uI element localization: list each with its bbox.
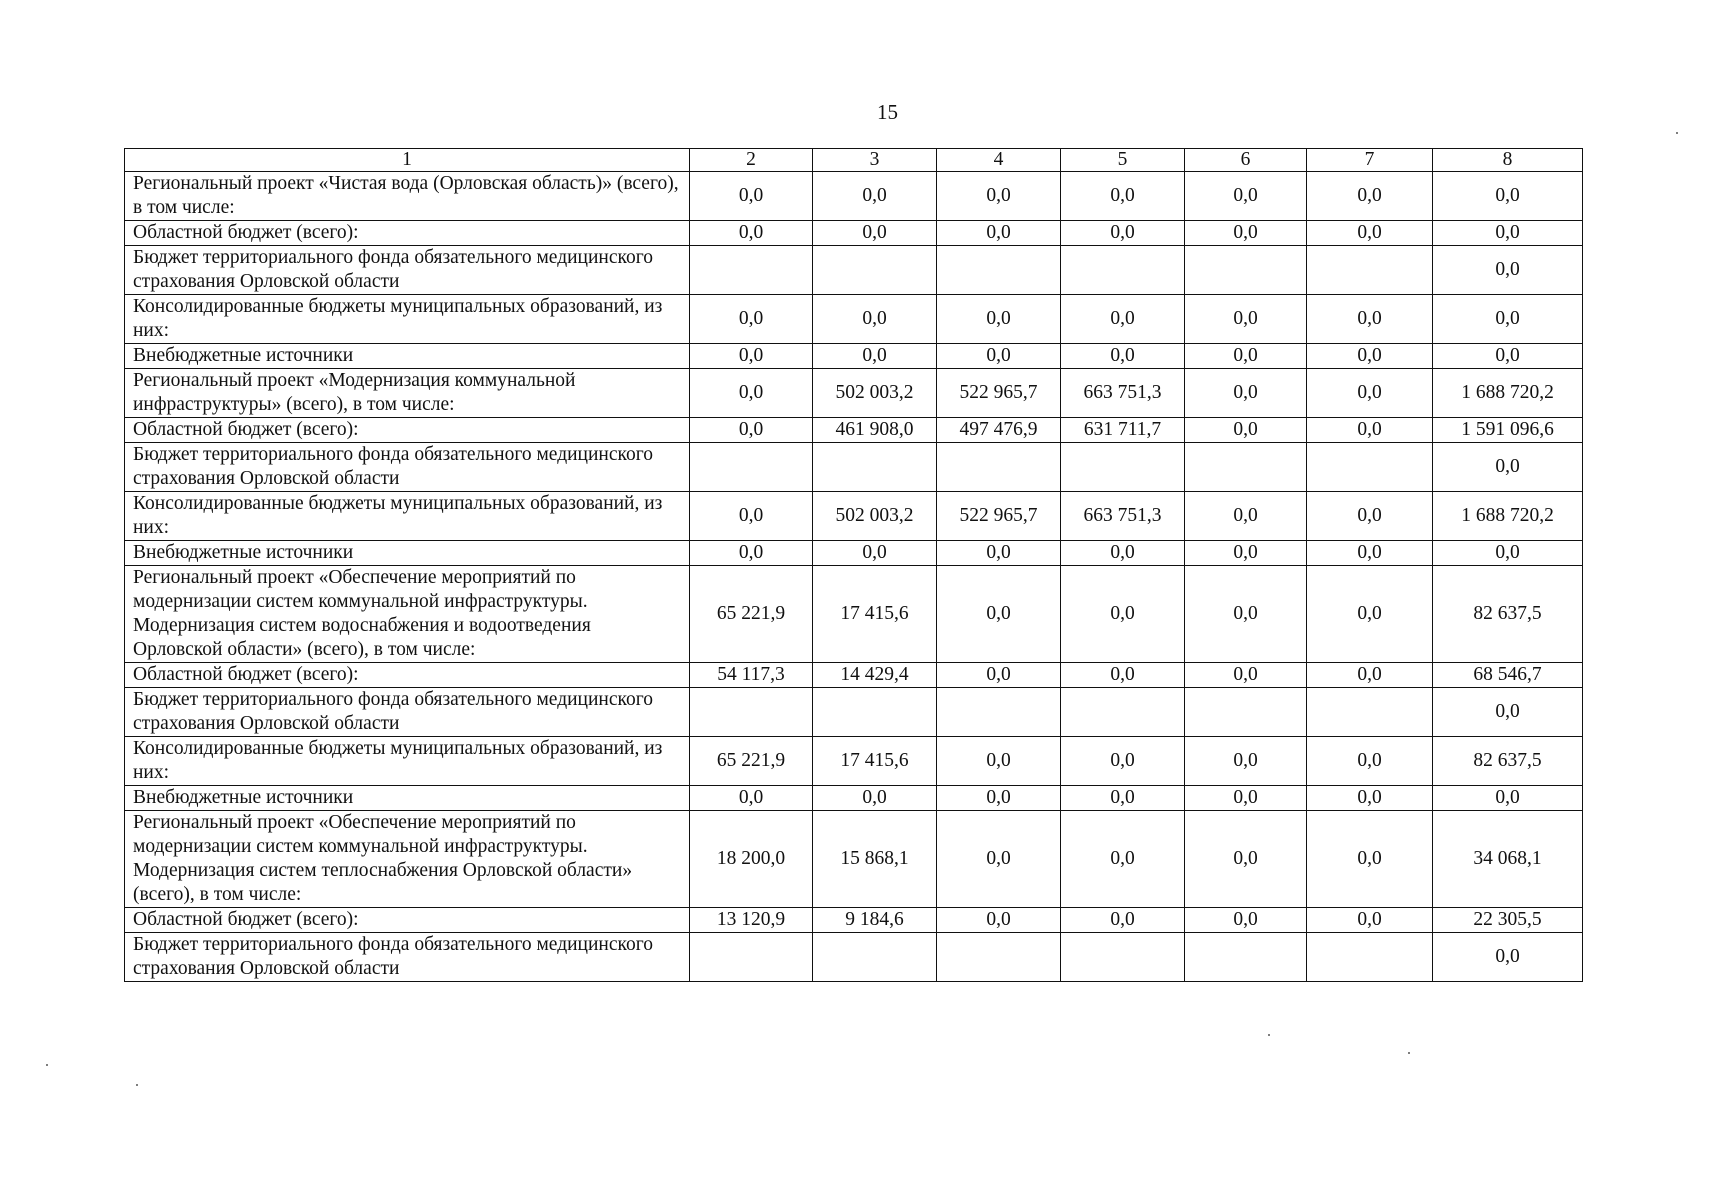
value-cell-col-2: 0,0 (690, 295, 813, 344)
table-row (125, 908, 1583, 933)
value-cell-col-8: 1 688 720,2 (1433, 369, 1583, 418)
row-label: Внебюджетные источники (125, 344, 690, 369)
value-cell-col-5 (1061, 246, 1185, 295)
value-cell-col-7: 0,0 (1307, 172, 1433, 221)
value-cell-col-2: 18 200,0 (690, 811, 813, 908)
value-cell-col-4 (937, 933, 1061, 982)
row-label: Консолидированные бюджеты муниципальных образований, из них: (125, 737, 690, 786)
value-cell-col-7 (1307, 246, 1433, 295)
value-cell-col-3: 502 003,2 (813, 369, 937, 418)
value-cell-col-8: 0,0 (1433, 246, 1583, 295)
table-body (125, 149, 1583, 982)
value-cell-col-6: 0,0 (1185, 811, 1307, 908)
value-cell-col-2 (690, 246, 813, 295)
table-row (125, 688, 1583, 737)
scan-speck (1676, 132, 1678, 134)
value-cell-col-3: 0,0 (813, 295, 937, 344)
column-header: 7 (1307, 149, 1433, 172)
table-row (125, 418, 1583, 443)
value-cell-col-2 (690, 688, 813, 737)
table-row (125, 663, 1583, 688)
value-cell-col-8: 1 591 096,6 (1433, 418, 1583, 443)
value-cell-col-7: 0,0 (1307, 295, 1433, 344)
value-cell-col-8: 1 688 720,2 (1433, 492, 1583, 541)
value-cell-col-8: 0,0 (1433, 295, 1583, 344)
scan-speck (46, 1064, 48, 1066)
value-cell-col-7: 0,0 (1307, 786, 1433, 811)
value-cell-col-4: 497 476,9 (937, 418, 1061, 443)
value-cell-col-4: 0,0 (937, 344, 1061, 369)
value-cell-col-5 (1061, 933, 1185, 982)
value-cell-col-7: 0,0 (1307, 492, 1433, 541)
row-label: Региональный проект «Модернизация коммунальной инфраструктуры» (всего), в том числе: (125, 369, 690, 418)
value-cell-col-8: 22 305,5 (1433, 908, 1583, 933)
row-label: Бюджет территориального фонда обязательного медицинского страхования Орловской области (125, 443, 690, 492)
value-cell-col-4: 0,0 (937, 737, 1061, 786)
value-cell-col-6: 0,0 (1185, 295, 1307, 344)
value-cell-col-7 (1307, 933, 1433, 982)
row-label: Внебюджетные источники (125, 541, 690, 566)
value-cell-col-2 (690, 443, 813, 492)
value-cell-col-8: 0,0 (1433, 688, 1583, 737)
value-cell-col-2: 0,0 (690, 369, 813, 418)
scan-speck (1268, 1034, 1270, 1036)
row-label: Бюджет территориального фонда обязательного медицинского страхования Орловской области (125, 246, 690, 295)
value-cell-col-5: 0,0 (1061, 663, 1185, 688)
value-cell-col-4: 0,0 (937, 172, 1061, 221)
column-header: 8 (1433, 149, 1583, 172)
value-cell-col-4: 0,0 (937, 663, 1061, 688)
value-cell-col-5: 0,0 (1061, 811, 1185, 908)
column-header: 2 (690, 149, 813, 172)
value-cell-col-5: 0,0 (1061, 172, 1185, 221)
value-cell-col-6 (1185, 933, 1307, 982)
value-cell-col-5: 0,0 (1061, 737, 1185, 786)
value-cell-col-5: 0,0 (1061, 344, 1185, 369)
value-cell-col-8: 82 637,5 (1433, 737, 1583, 786)
table-row (125, 541, 1583, 566)
value-cell-col-8: 82 637,5 (1433, 566, 1583, 663)
value-cell-col-6: 0,0 (1185, 369, 1307, 418)
value-cell-col-6 (1185, 688, 1307, 737)
column-header: 3 (813, 149, 937, 172)
table-row (125, 369, 1583, 418)
column-header: 4 (937, 149, 1061, 172)
value-cell-col-6: 0,0 (1185, 221, 1307, 246)
value-cell-col-6 (1185, 246, 1307, 295)
table-row (125, 566, 1583, 663)
value-cell-col-4: 0,0 (937, 566, 1061, 663)
value-cell-col-7 (1307, 443, 1433, 492)
value-cell-col-3: 502 003,2 (813, 492, 937, 541)
value-cell-col-7: 0,0 (1307, 541, 1433, 566)
value-cell-col-8: 34 068,1 (1433, 811, 1583, 908)
table-row (125, 295, 1583, 344)
table-row (125, 443, 1583, 492)
value-cell-col-2: 0,0 (690, 786, 813, 811)
value-cell-col-7: 0,0 (1307, 566, 1433, 663)
value-cell-col-3: 15 868,1 (813, 811, 937, 908)
value-cell-col-6: 0,0 (1185, 663, 1307, 688)
budget-table (124, 148, 1583, 982)
value-cell-col-4: 0,0 (937, 811, 1061, 908)
value-cell-col-3: 0,0 (813, 221, 937, 246)
value-cell-col-7: 0,0 (1307, 737, 1433, 786)
page-number: 15 (877, 100, 898, 124)
value-cell-col-7: 0,0 (1307, 344, 1433, 369)
value-cell-col-4: 0,0 (937, 786, 1061, 811)
table-row (125, 786, 1583, 811)
value-cell-col-2: 0,0 (690, 492, 813, 541)
value-cell-col-4: 0,0 (937, 908, 1061, 933)
value-cell-col-3: 461 908,0 (813, 418, 937, 443)
row-label: Бюджет территориального фонда обязательного медицинского страхования Орловской области (125, 933, 690, 982)
value-cell-col-8: 0,0 (1433, 786, 1583, 811)
table-row (125, 811, 1583, 908)
value-cell-col-2: 65 221,9 (690, 737, 813, 786)
value-cell-col-6: 0,0 (1185, 492, 1307, 541)
value-cell-col-7: 0,0 (1307, 908, 1433, 933)
value-cell-col-5 (1061, 443, 1185, 492)
value-cell-col-5: 631 711,7 (1061, 418, 1185, 443)
value-cell-col-3: 17 415,6 (813, 737, 937, 786)
value-cell-col-6: 0,0 (1185, 566, 1307, 663)
value-cell-col-8: 0,0 (1433, 541, 1583, 566)
table-row (125, 492, 1583, 541)
value-cell-col-4 (937, 246, 1061, 295)
value-cell-col-3: 17 415,6 (813, 566, 937, 663)
table-row (125, 172, 1583, 221)
value-cell-col-2: 0,0 (690, 172, 813, 221)
row-label: Региональный проект «Обеспечение мероприятий по модернизации систем коммунальной инфраструктуры. Модернизация систем теплоснабжения Орловской области» (всего), в том числе: (125, 811, 690, 908)
row-label: Областной бюджет (всего): (125, 418, 690, 443)
value-cell-col-6: 0,0 (1185, 737, 1307, 786)
value-cell-col-7: 0,0 (1307, 221, 1433, 246)
table-row (125, 221, 1583, 246)
scan-speck (1408, 1052, 1410, 1054)
column-header: 1 (125, 149, 690, 172)
value-cell-col-2: 0,0 (690, 418, 813, 443)
value-cell-col-8: 68 546,7 (1433, 663, 1583, 688)
row-label: Консолидированные бюджеты муниципальных образований, из них: (125, 295, 690, 344)
value-cell-col-6: 0,0 (1185, 786, 1307, 811)
value-cell-col-3: 0,0 (813, 172, 937, 221)
value-cell-col-7: 0,0 (1307, 663, 1433, 688)
value-cell-col-6: 0,0 (1185, 172, 1307, 221)
value-cell-col-6: 0,0 (1185, 541, 1307, 566)
header-row (125, 149, 1583, 172)
value-cell-col-2: 0,0 (690, 344, 813, 369)
row-label: Областной бюджет (всего): (125, 663, 690, 688)
value-cell-col-7 (1307, 688, 1433, 737)
row-label: Внебюджетные источники (125, 786, 690, 811)
value-cell-col-4 (937, 688, 1061, 737)
value-cell-col-4: 0,0 (937, 295, 1061, 344)
table-row (125, 933, 1583, 982)
value-cell-col-2: 54 117,3 (690, 663, 813, 688)
value-cell-col-5: 0,0 (1061, 908, 1185, 933)
value-cell-col-3: 14 429,4 (813, 663, 937, 688)
value-cell-col-4: 0,0 (937, 221, 1061, 246)
row-label: Региональный проект «Чистая вода (Орловская область)» (всего), в том числе: (125, 172, 690, 221)
value-cell-col-2 (690, 933, 813, 982)
value-cell-col-5: 0,0 (1061, 566, 1185, 663)
value-cell-col-3 (813, 443, 937, 492)
value-cell-col-6: 0,0 (1185, 344, 1307, 369)
row-label: Бюджет территориального фонда обязательного медицинского страхования Орловской области (125, 688, 690, 737)
value-cell-col-5: 0,0 (1061, 786, 1185, 811)
column-header: 6 (1185, 149, 1307, 172)
value-cell-col-8: 0,0 (1433, 344, 1583, 369)
value-cell-col-4 (937, 443, 1061, 492)
value-cell-col-2: 0,0 (690, 541, 813, 566)
value-cell-col-5: 663 751,3 (1061, 492, 1185, 541)
value-cell-col-6 (1185, 443, 1307, 492)
value-cell-col-3: 0,0 (813, 541, 937, 566)
value-cell-col-5: 663 751,3 (1061, 369, 1185, 418)
value-cell-col-4: 522 965,7 (937, 369, 1061, 418)
row-label: Консолидированные бюджеты муниципальных образований, из них: (125, 492, 690, 541)
value-cell-col-7: 0,0 (1307, 369, 1433, 418)
value-cell-col-5 (1061, 688, 1185, 737)
value-cell-col-5: 0,0 (1061, 541, 1185, 566)
value-cell-col-3 (813, 246, 937, 295)
value-cell-col-5: 0,0 (1061, 295, 1185, 344)
row-label: Областной бюджет (всего): (125, 221, 690, 246)
value-cell-col-3 (813, 933, 937, 982)
row-label: Региональный проект «Обеспечение мероприятий по модернизации систем коммунальной инфраструктуры. Модернизация систем водоснабжения и водоотведения Орловской области» (всего), в том числе: (125, 566, 690, 663)
value-cell-col-8: 0,0 (1433, 933, 1583, 982)
value-cell-col-4: 522 965,7 (937, 492, 1061, 541)
value-cell-col-8: 0,0 (1433, 172, 1583, 221)
value-cell-col-3 (813, 688, 937, 737)
value-cell-col-3: 0,0 (813, 344, 937, 369)
value-cell-col-6: 0,0 (1185, 908, 1307, 933)
value-cell-col-3: 0,0 (813, 786, 937, 811)
row-label: Областной бюджет (всего): (125, 908, 690, 933)
scan-speck (136, 1084, 138, 1086)
value-cell-col-8: 0,0 (1433, 221, 1583, 246)
value-cell-col-2: 65 221,9 (690, 566, 813, 663)
table-row (125, 246, 1583, 295)
value-cell-col-5: 0,0 (1061, 221, 1185, 246)
table-row (125, 344, 1583, 369)
table-row (125, 737, 1583, 786)
value-cell-col-4: 0,0 (937, 541, 1061, 566)
value-cell-col-8: 0,0 (1433, 443, 1583, 492)
value-cell-col-2: 0,0 (690, 221, 813, 246)
value-cell-col-3: 9 184,6 (813, 908, 937, 933)
value-cell-col-2: 13 120,9 (690, 908, 813, 933)
column-header: 5 (1061, 149, 1185, 172)
value-cell-col-7: 0,0 (1307, 811, 1433, 908)
value-cell-col-7: 0,0 (1307, 418, 1433, 443)
value-cell-col-6: 0,0 (1185, 418, 1307, 443)
